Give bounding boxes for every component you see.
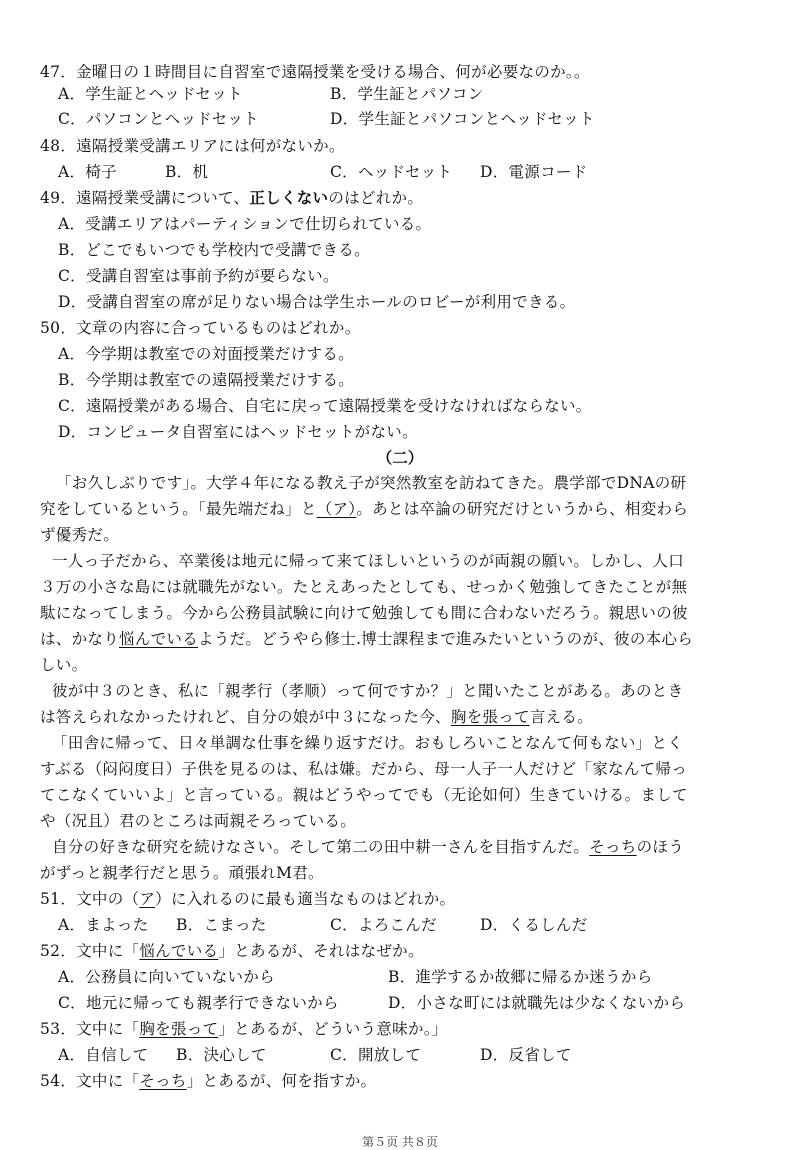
q52-option-d: D．小さな町には就職先は少なくないから [388, 994, 686, 1012]
passage-p1-line-2 [40, 497, 760, 521]
section-title: （二） [376, 448, 424, 467]
passage-p3-line-2-a: は答えられなかったけれど、自分の娘が中３になった今、 [40, 708, 451, 726]
passage-p2-line-3: 駄になってしまう。今から公務員試験に向けて勉強しても間に合わないだろう。親思いの彼 [40, 604, 688, 622]
q47-option-d: D．学生証とパソコンとヘッドセット [330, 110, 595, 128]
passage-p3-line-1: 彼が中３のとき、私に「親孝行（孝顺）って何ですか？」と聞いたことがある。あのとき [52, 682, 684, 700]
q49-stem-after: のはどれか。 [328, 189, 424, 207]
question-51-stem [40, 887, 760, 911]
q49-stem-emphasis: 正しくない [249, 188, 329, 207]
underlined-mune-wo-hatte: 胸を張って [450, 708, 530, 726]
passage-p2-line-4-a: は、かなり [40, 630, 120, 648]
passage-p3-line-2 [40, 705, 760, 729]
q47-option-c: C．パソコンとヘッドセット [58, 110, 259, 128]
question-50-stem: 50．文章の内容に合っているものはどれか。 [40, 319, 361, 337]
q49-option-d: D．受講自習室の席が足りない場合は学生ホールのロビーが利用できる。 [58, 293, 576, 311]
passage-p5-line-2: がずっと親孝行だと思う。頑張れM君。 [40, 864, 324, 882]
q47-option-a: A．学生証とヘッドセット [58, 85, 243, 103]
q54-stem-underlined: そっち [139, 1072, 187, 1090]
q52-option-b: B．進学するか故郷に帰るか迷うから [388, 968, 653, 986]
passage-p1-line-2-b: 。あとは卒論の研究だけというから、相変わら [356, 500, 689, 518]
q52-stem-a: 52．文中に「 [40, 942, 140, 960]
q53-option-b: B．決心して [176, 1046, 267, 1064]
blank-a-underlined: （ア） [316, 500, 357, 518]
question-47-stem: 47．金曜日の１時間目に自習室で遠隔授業を受ける場合、何が必要なのか。。 [40, 63, 590, 81]
question-48-stem: 48．遠隔授業受講エリアには何がないか。 [40, 137, 345, 155]
question-49-stem [40, 186, 760, 210]
q53-option-c: C．開放して [330, 1046, 422, 1064]
q49-option-a: A．受講エリアはパーティションで仕切られている。 [58, 215, 432, 233]
q52-stem-underlined: 悩んでいる [139, 942, 219, 960]
passage-p1-line-3: ず優秀だ。 [40, 526, 120, 544]
q51-option-a: A．まよった [58, 916, 149, 934]
q51-stem-underlined: ア [139, 890, 156, 908]
q54-stem-b: 」とあるが、何を指すか。 [186, 1072, 377, 1090]
q51-option-b: B．こまった [176, 916, 267, 934]
q48-option-b: B．机 [165, 163, 209, 181]
passage-p2-line-1: 一人っ子だから、卒業後は地元に帰って来てほしいというのが両親の願い。しかし、人口 [52, 552, 685, 570]
q52-option-c: C．地元に帰っても親孝行できないから [58, 994, 339, 1012]
passage-p1-line-1: 「お久しぶりです」。大学４年になる教え子が突然教室を訪ねてきた。農学部でDNAの研 [56, 474, 687, 492]
q48-option-a: A．椅子 [58, 163, 117, 181]
q52-option-a: A．公務員に向いていないから [58, 968, 275, 986]
passage-p5-line-1-b: のほう [636, 838, 685, 856]
q48-option-d: D．電源コード [480, 163, 588, 181]
q50-option-a: A．今学期は教室での対面授業だけする。 [58, 345, 354, 363]
passage-p2-line-4 [40, 627, 760, 651]
question-54-stem [40, 1069, 760, 1093]
underlined-socchi: そっち [589, 838, 637, 856]
underlined-nayandeiru: 悩んでいる [119, 630, 199, 648]
q53-stem-underlined: 胸を張って [139, 1020, 219, 1038]
q53-option-a: A．自信して [58, 1046, 149, 1064]
q51-stem-b: ）に入れるのに最も適当なものはどれか。 [155, 890, 456, 908]
q49-option-c: C．受講自習室は事前予約が要らない。 [58, 267, 339, 285]
q52-stem-b: 」とあるが、それはなぜか。 [218, 942, 424, 960]
passage-p2-line-5: しい。 [40, 656, 88, 674]
q48-option-c: C．ヘッドセット [330, 163, 453, 181]
page-footer: 第５页 共８页 [362, 1135, 438, 1149]
passage-p2-line-4-b: ようだ。どうやら修士.博士課程まで進みたいというのが、彼の本心ら [198, 630, 694, 648]
q50-option-b: B．今学期は教室での遠隔授業だけする。 [58, 371, 355, 389]
q51-stem-a: 51．文中の（ [40, 890, 140, 908]
passage-p3-line-2-b: 言える。 [529, 708, 594, 726]
passage-p5-line-1 [52, 835, 760, 859]
q53-stem-a: 53．文中に「 [40, 1020, 140, 1038]
passage-p4-line-4: や（况且）君のところは両親そろっている。 [40, 812, 357, 830]
q53-option-d: D．反省して [480, 1046, 572, 1064]
passage-p4-line-2: すぶる（闷闷度日）子供を見るのは、私は嫌。だから、母一人子一人だけど「家なんて帰っ [40, 760, 688, 778]
q49-stem-before: 49．遠隔授業受講について、 [40, 189, 250, 207]
q47-option-b: B．学生証とパソコン [330, 85, 484, 103]
passage-p1-line-2-a: 究をしているという。「最先端だね」と [40, 500, 317, 518]
q49-option-b: B．どこでもいつでも学校内で受講できる。 [58, 241, 370, 259]
question-52-stem [40, 939, 760, 963]
question-53-stem [40, 1017, 760, 1041]
passage-p4-line-1: 「田舎に帰って、日々単調な仕事を繰り返すだけ。おもしろいことなんて何もない」とく [52, 734, 684, 752]
q50-option-c: C．遠隔授業がある場合、自宅に戻って遠隔授業を受けなければならない。 [58, 397, 592, 415]
q53-stem-b: 」とあるが、どういう意味か。」 [218, 1020, 448, 1038]
q51-option-d: D．くるしんだ [480, 916, 588, 934]
q51-option-c: C．よろこんだ [330, 916, 437, 934]
passage-p5-line-1-a: 自分の好きな研究を続けなさい。そして第二の田中耕一さんを目指すんだ。 [52, 838, 590, 856]
q50-option-d: D．コンピュータ自習室にはヘッドセットがない。 [58, 423, 418, 441]
passage-p4-line-3: てこなくていいよ」と言っている。親はどうやってでも（无论如何）生きていける。まして [40, 786, 688, 804]
q54-stem-a: 54．文中に「 [40, 1072, 140, 1090]
passage-p2-line-2: ３万の小さな島には就職先がない。たとえあったとしても、せっかく勉強してきたことが無 [40, 578, 688, 596]
